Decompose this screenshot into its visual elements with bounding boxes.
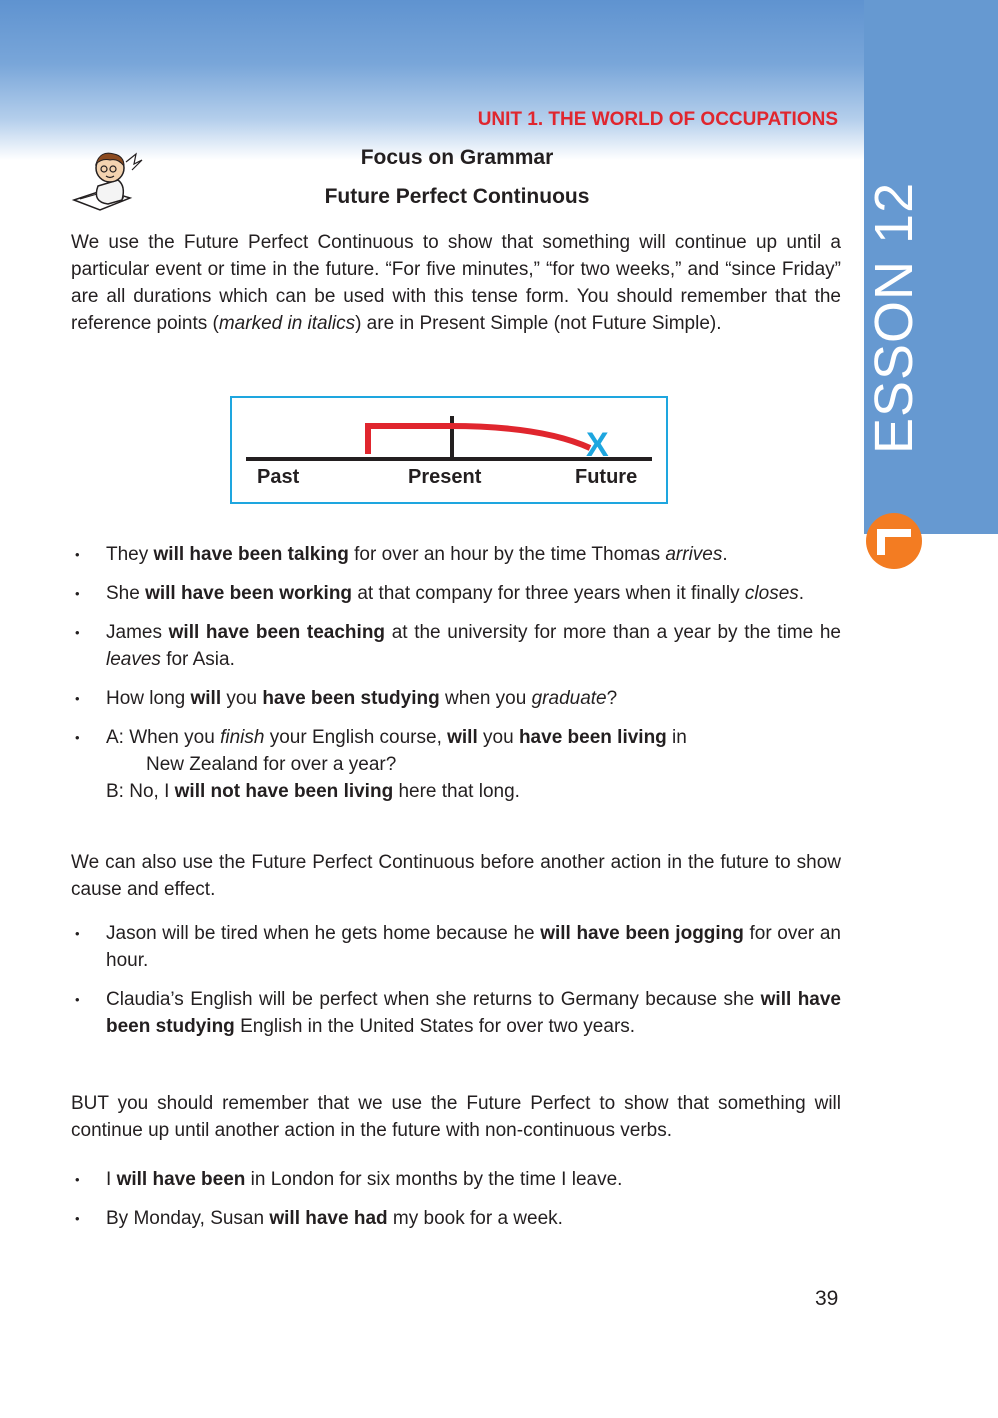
text-run: at that company for three years when it finally xyxy=(352,583,745,604)
example-list-3 xyxy=(71,1166,841,1244)
bold-phrase: will have been talking xyxy=(153,544,349,565)
example-item xyxy=(71,1205,841,1232)
text-run: We use the Future Perfect Continuous to show that something will continue up until a particular event or time in the future. “For five minutes,” “for two weeks,” and “since Friday” are all durations which can be used with this tense form. You should remember that the reference points ( xyxy=(71,232,841,334)
dialog-line-a xyxy=(106,724,841,751)
example-item xyxy=(71,619,841,673)
note-paragraph: BUT you should remember that we use the Future Perfect to show that something will continue up until another action in the future with non-continuous verbs. xyxy=(71,1093,841,1141)
bold-phrase: will not have been living xyxy=(174,781,394,802)
text-run: She xyxy=(106,583,146,604)
text-run: your English course, xyxy=(264,727,448,748)
bold-phrase: will have been working xyxy=(145,583,353,604)
timeline-label-future: Future xyxy=(575,466,638,488)
bold-phrase: will have been studying xyxy=(106,989,842,1037)
future-marker: X xyxy=(586,426,609,464)
italic-phrase: leaves xyxy=(106,649,161,670)
duration-arc xyxy=(368,426,590,454)
bold-phrase: have been studying xyxy=(262,688,440,709)
text-run: for over an hour by the time Thomas xyxy=(348,544,666,565)
page-number: 39 xyxy=(815,1287,839,1310)
text-run: Jason will be tired when he gets home because he xyxy=(106,923,541,944)
bold-phrase: will xyxy=(190,688,222,709)
bold-phrase: will have been jogging xyxy=(540,923,744,944)
example-item xyxy=(71,541,841,568)
text-run: ) are in Present Simple (not Future Simple). xyxy=(355,313,722,334)
timeline-label-present: Present xyxy=(408,466,482,488)
text-run: James xyxy=(106,622,169,643)
bold-phrase: have been living xyxy=(518,727,667,748)
lesson-initial-icon xyxy=(866,513,922,569)
text-run: in London for six months by the time I leave. xyxy=(245,1169,623,1190)
header-band xyxy=(0,0,864,160)
text-run: B: No, I xyxy=(106,781,175,802)
example-item xyxy=(71,685,841,712)
text-run: my book for a week. xyxy=(387,1208,563,1229)
text-run: Claudia’s English will be perfect when she returns to Germany because she xyxy=(106,989,761,1010)
text-run: when you xyxy=(439,688,532,709)
italic-phrase: marked in italics xyxy=(218,313,356,334)
example-item xyxy=(71,580,841,607)
bold-phrase: will have been teaching xyxy=(168,622,386,643)
text-run: I xyxy=(106,1169,117,1190)
text-run: . xyxy=(798,583,805,604)
italic-phrase: closes xyxy=(744,583,799,604)
example-item xyxy=(71,1166,841,1193)
text-run: in xyxy=(666,727,687,748)
text-run: They xyxy=(106,544,154,565)
timeline-label-past: Past xyxy=(257,466,300,488)
text-run: . xyxy=(722,544,728,565)
text-run: you xyxy=(477,727,519,748)
text-run: here that long. xyxy=(393,781,520,802)
lesson-label: ESSON 12 xyxy=(864,181,924,454)
dialog-item xyxy=(71,724,841,805)
dialog-line-b xyxy=(106,778,841,805)
text-run: at the university for more than a year by the time he xyxy=(385,622,841,643)
example-item xyxy=(71,986,841,1040)
section-heading: Focus on Grammar xyxy=(360,146,554,169)
bold-phrase: will have been xyxy=(116,1169,246,1190)
italic-phrase: arrives xyxy=(665,544,723,565)
unit-title: UNIT 1. THE WORLD OF OCCUPATIONS xyxy=(477,109,838,130)
intro-paragraph xyxy=(71,229,841,337)
text-run: ? xyxy=(606,688,618,709)
example-list-2 xyxy=(71,920,841,1052)
text-run: English in the United States for over two years. xyxy=(234,1016,636,1037)
italic-phrase: finish xyxy=(220,727,265,748)
text-run: How long xyxy=(106,688,191,709)
text-run: you xyxy=(221,688,263,709)
bold-phrase: will have had xyxy=(269,1208,388,1229)
text-run: for over an hour. xyxy=(106,923,841,971)
dialog-line-a-cont: New Zealand for over a year? xyxy=(146,754,397,775)
bold-phrase: will xyxy=(447,727,478,748)
text-run: for Asia. xyxy=(160,649,235,670)
grammar-title: Future Perfect Continuous xyxy=(324,185,590,208)
text-run: By Monday, Susan xyxy=(106,1208,270,1229)
example-list-1 xyxy=(71,541,841,817)
italic-phrase: graduate xyxy=(531,688,607,709)
cause-effect-paragraph: We can also use the Future Perfect Continuous before another action in the future to show cause and effect. xyxy=(71,852,841,900)
example-item xyxy=(71,920,841,974)
text-run: A: When you xyxy=(106,727,221,748)
